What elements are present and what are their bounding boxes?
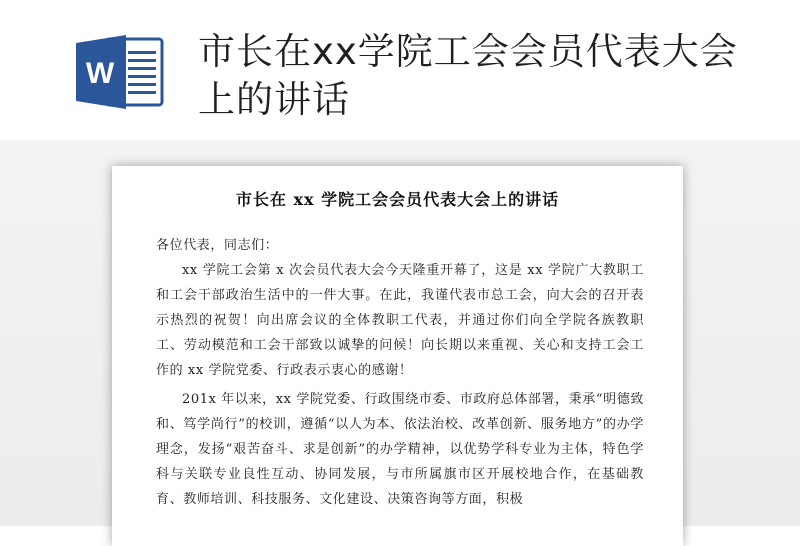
document-page	[112, 166, 683, 546]
word-letter: W	[85, 57, 115, 90]
paragraph-2: 201x 年以来，xx 学院党委、行政围绕市委、市政府总体部署，秉承“明德致和、笃学尚行”的校训，遵循“以人为本、依法治校、改革创新、服务地方”的办学理念，发扬“艰苦奋斗、求是创新”的办学精神，以优势学科专业为主体，特色学科与关联专业良性互动、协同发展，与市所属旗市区开展校地合作，在基础教育、教师培训、科技服务、文化建设、决策咨询等方面，积极	[156, 392, 644, 507]
document-body	[156, 233, 644, 512]
salutation: 各位代表，同志们：	[156, 238, 279, 253]
document-title: 市长在 xx 学院工会会员代表大会上的讲话	[235, 190, 560, 209]
word-document-icon	[76, 33, 166, 111]
paragraph-1: xx 学院工会第 x 次会员代表大会今天隆重开幕了，这是 xx 学院广大教职工和工会干部政治生活中的一件大事。在此，我谨代表市总工会，向大会的召开表示热烈的祝贺！向出席会议的全体教职工代表，并通过你们向全学院各族教职工、劳动模范和工会干部致以诚挚的问候！向长期以来重视、关心和支持工会工作的 xx 学院党委、行政表示衷心的感谢！	[156, 263, 644, 378]
page-title: 市长在xx学院工会会员代表大会上的讲话	[198, 30, 738, 121]
